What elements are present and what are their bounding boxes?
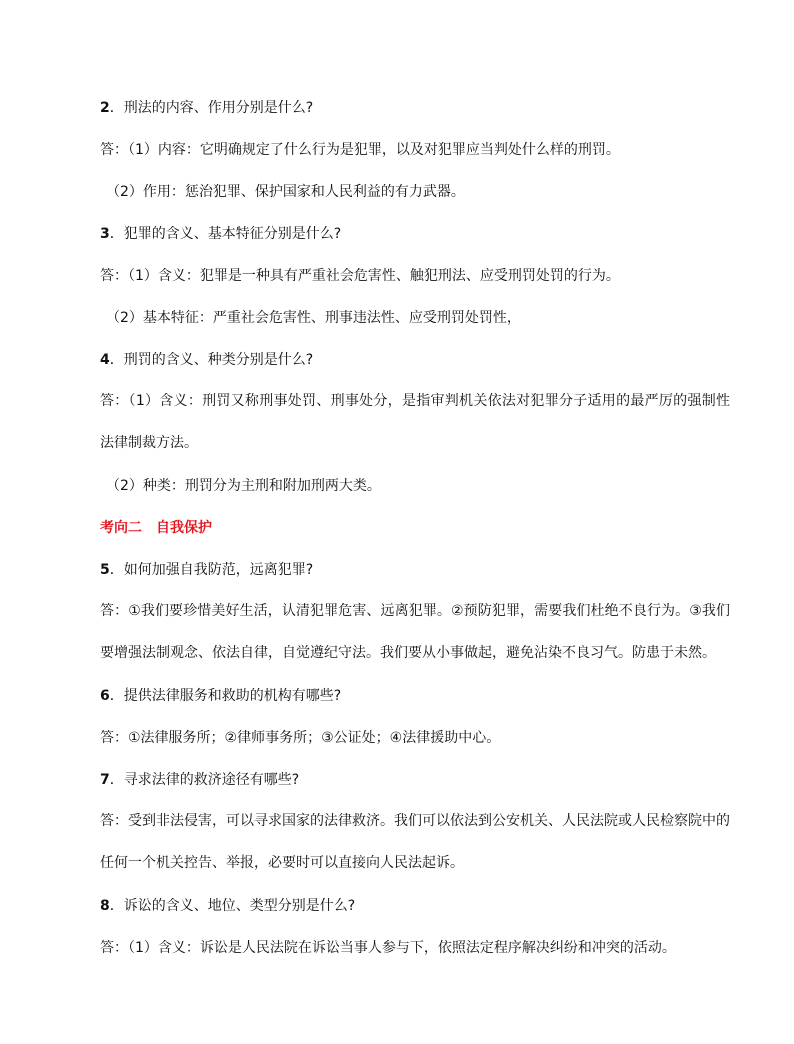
answer-2-part-2: （2）作用：惩治犯罪、保护国家和人民利益的有力武器。: [106, 184, 465, 200]
question-6: [100, 686, 730, 706]
answer-6: 答：①法律服务所；②律师事务所；③公证处；④法律援助中心。: [100, 730, 501, 746]
answer-4-part-2: （2）种类：刑罚分为主刑和附加刑两大类。: [106, 478, 381, 494]
answer-7: 答：受到非法侵害，可以寻求国家的法律救济。我们可以依法到公安机关、人民法院或人民检察院中的任何一个机关控告、举报，必要时可以直接向人民法起诉。: [100, 813, 730, 871]
question-number: 2: [100, 100, 110, 116]
question-3: [100, 224, 730, 244]
section-heading: 考向二 自我保护: [100, 520, 212, 536]
question-number: 5: [100, 562, 110, 578]
question-number: 8: [100, 898, 110, 914]
question-text: ．如何加强自我防范，远离犯罪?: [109, 562, 314, 578]
question-text: ．提供法律服务和救助的机构有哪些?: [109, 688, 342, 704]
question-5: [100, 560, 730, 580]
question-text: ．犯罪的含义、基本特征分别是什么?: [109, 226, 342, 242]
question-text: ．刑罚的含义、种类分别是什么?: [109, 352, 314, 368]
question-number: 4: [100, 352, 110, 368]
question-text: ．刑法的内容、作用分别是什么?: [109, 100, 314, 116]
answer-4-part-1: 答：（1）含义：刑罚又称刑事处罚、刑事处分，是指审判机关依法对犯罪分子适用的最严厉的强制性法律制裁方法。: [100, 393, 730, 451]
question-2: [100, 98, 730, 118]
question-text: ．寻求法律的救济途径有哪些?: [109, 772, 300, 788]
answer-8-part-1: 答：（1）含义：诉讼是人民法院在诉讼当事人参与下，依照法定程序解决纠纷和冲突的活动。: [100, 940, 676, 956]
question-text: ．诉讼的含义、地位、类型分别是什么?: [109, 898, 356, 914]
answer-3-part-1: 答：（1）含义：犯罪是一种具有严重社会危害性、触犯刑法、应受刑罚处罚的行为。: [100, 268, 620, 284]
question-number: 3: [100, 226, 110, 242]
answer-3-part-2: （2）基本特征：严重社会危害性、刑事违法性、应受刑罚处罚性，: [106, 310, 521, 326]
question-number: 6: [100, 688, 110, 704]
answer-5: 答：①我们要珍惜美好生活，认清犯罪危害、远离犯罪。②预防犯罪，需要我们杜绝不良行为。③我们要增强法制观念、依法自律，自觉遵纪守法。我们要从小事做起，避免沾染不良习气。防患于未然。: [100, 603, 730, 661]
answer-2-part-1: 答：（1）内容：它明确规定了什么行为是犯罪，以及对犯罪应当判处什么样的刑罚。: [100, 142, 620, 158]
question-number: 7: [100, 772, 110, 788]
question-4: [100, 350, 730, 370]
question-8: [100, 896, 730, 916]
question-7: [100, 770, 730, 790]
